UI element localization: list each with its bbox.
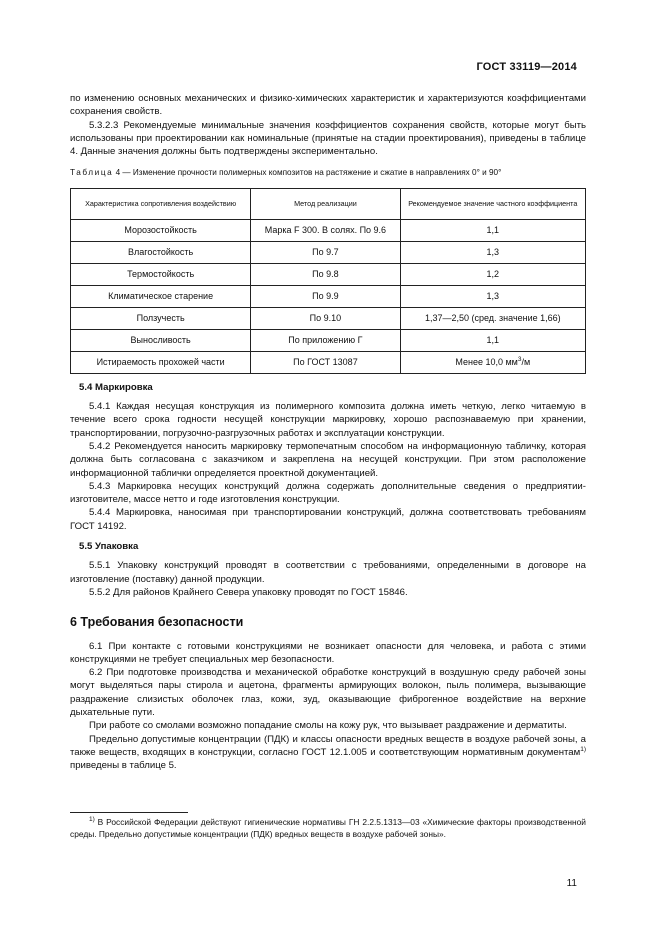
table-header-row — [71, 188, 586, 219]
table-cell: Термостойкость — [71, 263, 251, 285]
paragraph-5-5-2: 5.5.2 Для районов Крайнего Севера упаковку проводят по ГОСТ 15846. — [89, 586, 408, 598]
table-cell: По 9.10 — [251, 307, 400, 329]
table-cell: По 9.9 — [251, 285, 400, 307]
column-header-characteristic: Характеристика сопротивления воздействию — [71, 188, 251, 219]
paragraph-5-4-1: 5.4.1 Каждая несущая конструкция из полимерного композита должна иметь четкую, легко читаемую в течение всего срока годности несущей конструкции маркировку, хорошо распознаваемую при хранении, транспортировании, погрузочно-разгрузочных работах и эксплуатации конструкции. — [70, 401, 586, 439]
paragraph-6-2: 6.2 При подготовке производства и механической обработке конструкций в воздушную среду рабочей зоны могут выделяться пары стирола и ацетона, фрагменты армирующих волокон, пыль полимера, вызывающие раздражение слизистых оболочек глаз, кожи, зуд, оказывающие фиброгенное воздействие на верхние дыхательные пути. — [70, 667, 586, 719]
column-header-method: Метод реализации — [251, 188, 400, 219]
document-id-header: ГОСТ 33119—2014 — [476, 61, 577, 73]
table-cell-abrasion-value — [400, 351, 585, 373]
footnote — [70, 817, 586, 840]
pdk-text-tail: приведены в таблице 5. — [70, 760, 177, 772]
table-row — [71, 285, 586, 307]
paragraph-pdk — [70, 733, 586, 773]
table-4-caption — [70, 166, 586, 179]
paragraph-intro-continued: по изменению основных механических и физико-химических характеристик и характеризуются коэффициентами сохранения свойств. — [70, 93, 586, 118]
heading-5-4: 5.4 Маркировка — [79, 381, 153, 393]
table-cell: Ползучесть — [71, 307, 251, 329]
footnote-reference: 1) — [580, 745, 586, 753]
table-cell: 1,2 — [400, 263, 585, 285]
table-row — [71, 241, 586, 263]
table-cell: По ГОСТ 13087 — [251, 351, 400, 373]
table-row — [71, 219, 586, 241]
table-cell: По 9.8 — [251, 263, 400, 285]
paragraph-5-4-2: 5.4.2 Рекомендуется наносить маркировку термопечатным способом на информационную табличку, которая должна быть согласована с заказчиком и закреплена на несущей конструкции. При этом расположение информационной таблички определяется проектной документацией. — [70, 440, 586, 479]
table-cell: По приложению Г — [251, 329, 400, 351]
page-content — [70, 92, 586, 773]
table-cell: 1,3 — [400, 241, 585, 263]
table-caption-prefix: Таблица — [70, 168, 114, 178]
column-header-coefficient: Рекомендуемое значение частного коэффициента — [400, 188, 585, 219]
table-row — [71, 263, 586, 285]
paragraph-6-1: 6.1 При контакте с готовыми конструкциями не возникает опасности для человека, и работа с этими конструкциями не требует специальных мер безопасности. — [70, 640, 586, 665]
table-row — [71, 307, 586, 329]
footnote-mark: 1) — [89, 816, 95, 824]
table-row — [71, 329, 586, 351]
page-number: 11 — [566, 878, 577, 889]
value-superscript: 3 — [517, 355, 522, 363]
pdk-text: Предельно допустимые концентрации (ПДК) и классы опасности вредных веществ в воздухе рабочей зоны, а также веществ, входящих в конструкции, согласно ГОСТ 12.1.005 и соответствующим нормативным документам — [70, 733, 586, 758]
heading-5-5: 5.5 Упаковка — [79, 541, 139, 553]
paragraph-resin-contact: При работе со смолами возможно попадание смолы на кожу рук, что вызывает раздражение и дерматиты. — [89, 720, 567, 732]
paragraph-5-3-2-3: 5.3.2.3 Рекомендуемые минимальные значения коэффициентов сохранения свойств, которые могут быть использованы при проектировании как номинальные (принятые на стадии проектирования), приведены в таблице 4. Данные значения должны быть подтверждены экспериментально. — [70, 119, 586, 158]
table-row — [71, 351, 586, 373]
heading-section-6: 6 Требования безопасности — [70, 615, 244, 630]
table-cell: Влагостойкость — [71, 241, 251, 263]
table-cell: 1,3 — [400, 285, 585, 307]
table-cell: Истираемость прохожей части — [71, 351, 251, 373]
paragraph-5-5-1: 5.5.1 Упаковку конструкций проводят в соответствии с требованиями, определенными в договоре на изготовление (поставку) данной продукции. — [70, 560, 586, 585]
paragraph-5-4-3: 5.4.3 Маркировка несущих конструкций должна содержать дополнительные сведения о предприятии-изготовителе, массе нетто и годе изготовления конструкции. — [70, 480, 586, 506]
table-cell: 1,37—2,50 (сред. значение 1,66) — [400, 307, 585, 329]
table-cell: 1,1 — [400, 219, 585, 241]
paragraph-5-4-4: 5.4.4 Маркировка, наносимая при транспортировании конструкций, должна соответствовать требованиям ГОСТ 14192. — [70, 507, 586, 532]
table-cell: Климатическое старение — [71, 285, 251, 307]
footnote-divider — [70, 812, 188, 813]
table-cell: Выносливость — [71, 329, 251, 351]
table-4 — [70, 188, 586, 374]
footnote-text: В Российской Федерации действуют гигиенические нормативы ГН 2.2.5.1313—03 «Химические факторы производственной среды. Предельно допустимые концентрации (ПДК) вредных веществ в воздухе рабочей зоны». — [70, 817, 586, 839]
value-main: Менее 10,0 мм — [455, 356, 518, 367]
table-cell: 1,1 — [400, 329, 585, 351]
table-cell: По 9.7 — [251, 241, 400, 263]
table-cell: Морозостойкость — [71, 219, 251, 241]
value-tail: /м — [521, 356, 531, 367]
table-cell: Марка F 300. В солях. По 9.6 — [251, 219, 400, 241]
table-caption-text: 4 — Изменение прочности полимерных композитов на растяжение и сжатие в направлениях 0° и 90° — [113, 168, 502, 178]
